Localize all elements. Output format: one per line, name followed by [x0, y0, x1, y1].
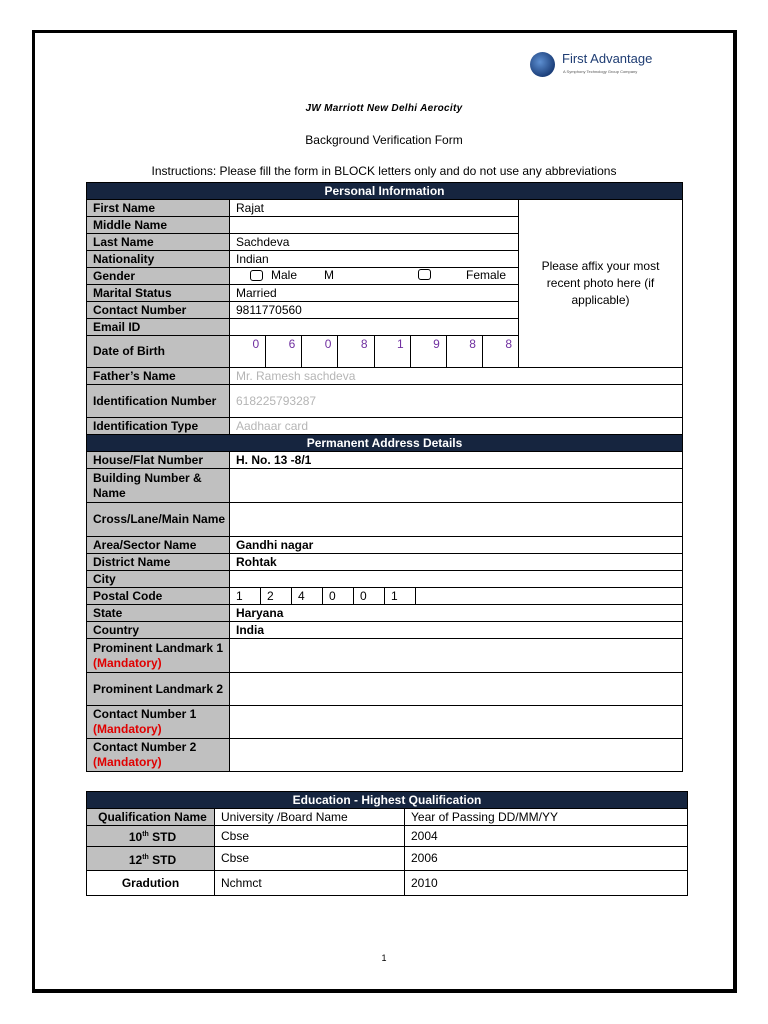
qualification-sup: th: [142, 853, 149, 861]
id-number-field[interactable]: 618225793287: [230, 385, 683, 418]
marital-status-label: Marital Status: [87, 285, 230, 302]
dob-digit[interactable]: 0: [302, 336, 338, 367]
qualification-num: 12: [128, 852, 143, 867]
instructions: Instructions: Please fill the form in BLOCK letters only and do not use any abbreviations: [151, 164, 617, 178]
landmark1-field[interactable]: [230, 639, 683, 673]
postal-digit[interactable]: 0: [323, 588, 354, 604]
first-advantage-logo: [530, 50, 670, 80]
house-label: House/Flat Number: [87, 452, 230, 469]
dob-label: Date of Birth: [87, 336, 230, 368]
dob-digits: [230, 336, 518, 367]
female-checkbox[interactable]: [418, 269, 431, 280]
dob-digit[interactable]: 1: [375, 336, 411, 367]
address-header: Permanent Address Details: [87, 435, 683, 452]
qualification-sup: th: [142, 831, 149, 838]
form-title: Background Verification Form: [305, 133, 463, 147]
contact1-field[interactable]: [230, 706, 683, 739]
contact2-label: [87, 739, 230, 772]
landmark2-field[interactable]: [230, 673, 683, 706]
first-name-label: First Name: [87, 200, 230, 217]
district-field[interactable]: Rohtak: [230, 554, 683, 571]
contact1-label: [87, 706, 230, 739]
mandatory-note: (Mandatory): [93, 755, 162, 769]
university-cell[interactable]: Nchmct: [215, 871, 405, 896]
landmark1-label: [87, 639, 230, 673]
nationality-field[interactable]: Indian: [230, 251, 519, 268]
qualification-suffix: STD: [148, 830, 177, 844]
year-cell[interactable]: 2004: [405, 826, 688, 847]
hotel-name: JW Marriott New Delhi Aerocity: [305, 103, 463, 114]
mandatory-note: (Mandatory): [93, 722, 162, 736]
postal-digits: [230, 588, 682, 604]
area-field[interactable]: Gandhi nagar: [230, 537, 683, 554]
dob-field[interactable]: [230, 336, 519, 368]
email-field[interactable]: [230, 319, 519, 336]
dob-digit[interactable]: 0: [230, 336, 266, 367]
qualification-cell: [87, 871, 215, 896]
university-cell[interactable]: Cbse: [215, 826, 405, 847]
col-year: Year of Passing DD/MM/YY: [405, 809, 688, 826]
postal-digit[interactable]: 2: [261, 588, 292, 604]
dob-digit[interactable]: 6: [266, 336, 302, 367]
personal-address-table: [86, 182, 683, 772]
education-table: [86, 791, 688, 896]
gender-value: M: [324, 268, 334, 282]
landmark1-label-text: Prominent Landmark 1: [93, 640, 224, 655]
postal-digit[interactable]: 1: [385, 588, 416, 604]
qualification-num: 10: [128, 830, 143, 844]
col-qualification: Qualification Name: [87, 809, 215, 826]
contact2-label-text: Contact Number 2: [93, 740, 197, 754]
dob-digit[interactable]: 8: [338, 336, 374, 367]
contact-number-label: Contact Number: [87, 302, 230, 319]
globe-icon: [530, 52, 555, 77]
id-type-label: Identification Type: [87, 418, 230, 435]
building-field[interactable]: [230, 469, 683, 503]
education-header: Education - Highest Qualification: [87, 792, 688, 809]
cross-field[interactable]: [230, 503, 683, 537]
last-name-label: Last Name: [87, 234, 230, 251]
gender-label: Gender: [87, 268, 230, 285]
col-university: University /Board Name: [215, 809, 405, 826]
father-name-label: Father’s Name: [87, 368, 230, 385]
house-field[interactable]: H. No. 13 -8/1: [230, 452, 683, 469]
first-name-field[interactable]: Rajat: [230, 200, 519, 217]
email-label: Email ID: [87, 319, 230, 336]
logo-tagline: A Symphony Technology Group Company: [563, 69, 638, 74]
state-field[interactable]: Haryana: [230, 605, 683, 622]
page-number: 1: [381, 953, 387, 963]
state-label: State: [87, 605, 230, 622]
contact-number-field[interactable]: 9811770560: [230, 302, 519, 319]
marital-status-field[interactable]: Married: [230, 285, 519, 302]
male-label: Male: [271, 268, 298, 282]
dob-digit[interactable]: 8: [505, 337, 512, 351]
postal-digit[interactable]: 4: [292, 588, 323, 604]
university-cell[interactable]: Cbse: [215, 847, 405, 871]
personal-info-header: Personal Information: [87, 183, 683, 200]
logo-name: First Advantage: [562, 51, 653, 66]
father-name-field[interactable]: Mr. Ramesh sachdeva: [230, 368, 683, 385]
postal-code-field[interactable]: [230, 588, 683, 605]
city-label: City: [87, 571, 230, 588]
contact1-label-text: Contact Number 1: [93, 707, 197, 721]
city-field[interactable]: [230, 571, 683, 588]
id-number-label: Identification Number: [87, 385, 230, 418]
mandatory-note: (Mandatory): [93, 655, 162, 670]
country-field[interactable]: India: [230, 622, 683, 639]
cross-label: Cross/Lane/Main Name: [87, 503, 230, 537]
country-label: Country: [87, 622, 230, 639]
qualification-num: Gradution: [121, 875, 180, 890]
qualification-cell: [87, 826, 215, 847]
year-cell[interactable]: 2006: [405, 847, 688, 871]
middle-name-field[interactable]: [230, 217, 519, 234]
gender-field: [230, 268, 519, 285]
qualification-cell: [87, 847, 215, 871]
last-name-field[interactable]: Sachdeva: [230, 234, 519, 251]
building-label: Building Number & Name: [87, 469, 230, 503]
nationality-label: Nationality: [87, 251, 230, 268]
district-label: District Name: [87, 554, 230, 571]
postal-digit[interactable]: 1: [230, 588, 261, 604]
year-cell[interactable]: 2010: [405, 871, 688, 896]
photo-box[interactable]: [519, 200, 683, 368]
female-label: Female: [466, 268, 507, 282]
area-label: Area/Sector Name: [87, 537, 230, 554]
dob-digit[interactable]: 8: [447, 336, 483, 367]
postal-code-label: Postal Code: [87, 588, 230, 605]
male-checkbox[interactable]: [250, 270, 263, 281]
middle-name-label: Middle Name: [87, 217, 230, 234]
postal-digit[interactable]: 0: [354, 588, 385, 604]
id-type-field[interactable]: Aadhaar card: [230, 418, 683, 435]
qualification-suffix: STD: [148, 852, 177, 867]
photo-instructions: Please affix your most recent photo here (if applicable): [541, 259, 660, 307]
landmark2-label: Prominent Landmark 2: [87, 673, 230, 706]
dob-digit[interactable]: 9: [411, 336, 447, 367]
contact2-field[interactable]: [230, 739, 683, 772]
